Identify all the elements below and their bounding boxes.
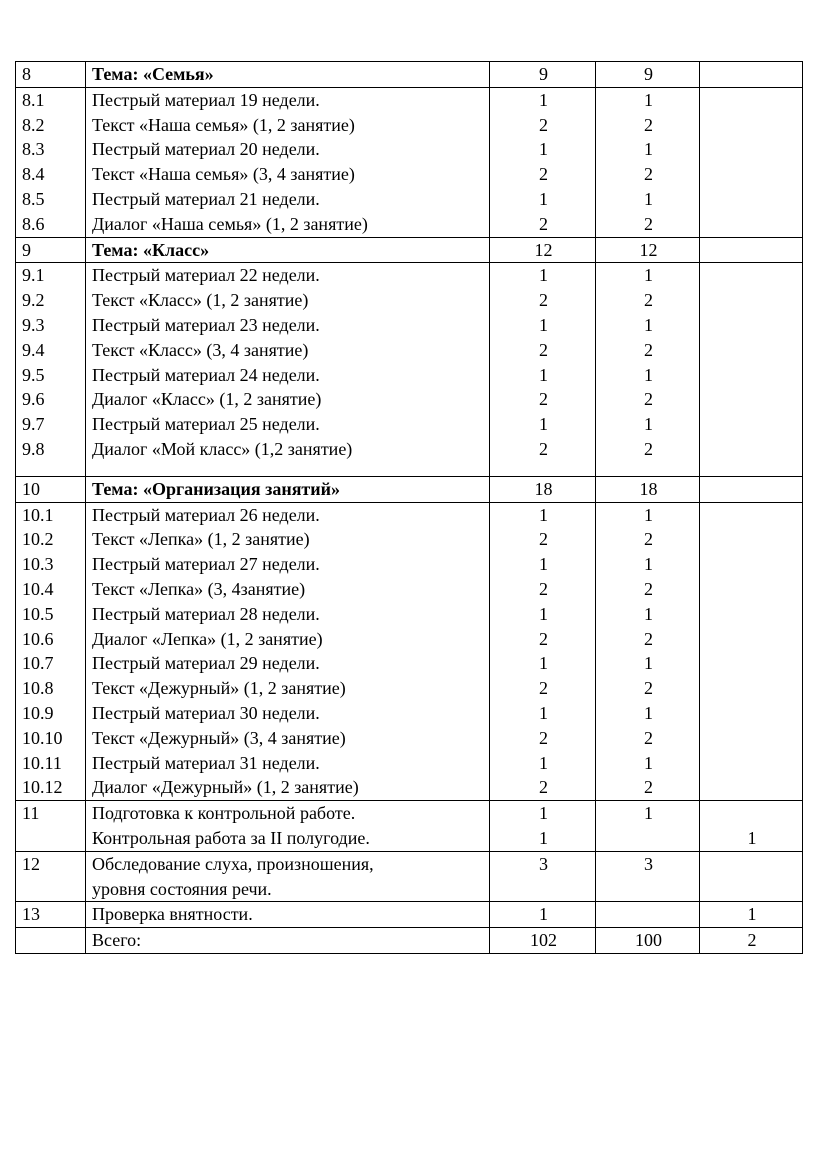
item-hours: 1	[539, 364, 548, 385]
item-number: 10.7	[22, 653, 54, 674]
item-number: 10.12	[22, 777, 63, 798]
item-hours: 1	[644, 603, 653, 624]
item-topics	[86, 502, 490, 801]
row-hours-total	[490, 851, 596, 902]
item-hours: 2	[539, 628, 548, 649]
item-topic: Пестрый материал 27 недели.	[92, 554, 320, 575]
item-topic: Текст «Класс» (1, 2 занятие)	[92, 290, 309, 311]
item-hours: 2	[644, 438, 653, 459]
item-topic: Текст «Наша семья» (1, 2 занятие)	[92, 114, 355, 135]
item-topic: Текст «Класс» (3, 4 занятие)	[92, 339, 309, 360]
row-hours-control: 2	[700, 928, 803, 954]
item-number: 8.4	[22, 164, 45, 185]
hours-total: 18	[490, 476, 596, 502]
row-topic: Всего:	[86, 928, 490, 954]
table-row	[16, 476, 803, 502]
item-hours: 1	[644, 653, 653, 674]
row-hours: 1	[644, 803, 653, 824]
row-topic: Обследование слуха, произношения,	[92, 853, 374, 874]
item-number: 9.8	[22, 438, 45, 459]
item-number: 10.2	[22, 529, 54, 550]
item-topic: Пестрый материал 28 недели.	[92, 603, 320, 624]
item-hours: 1	[539, 89, 548, 110]
item-numbers	[16, 263, 86, 476]
row-hours-control: 1	[700, 902, 803, 928]
item-topic: Пестрый материал 23 недели.	[92, 314, 320, 335]
hours-control	[700, 62, 803, 88]
curriculum-table	[15, 61, 803, 954]
item-hours: 1	[539, 414, 548, 435]
table-row	[16, 801, 803, 852]
table-row	[16, 87, 803, 237]
item-topic: Пестрый материал 29 недели.	[92, 653, 320, 674]
item-numbers	[16, 502, 86, 801]
item-topic: Диалог «Наша семья» (1, 2 занятие)	[92, 213, 368, 234]
item-hours: 2	[539, 727, 548, 748]
row-hours-control	[700, 801, 803, 852]
hours-total: 9	[490, 62, 596, 88]
item-number: 10.10	[22, 727, 63, 748]
item-hours: 2	[644, 339, 653, 360]
hours-theory: 18	[596, 476, 700, 502]
item-number: 9.4	[22, 339, 45, 360]
item-hours: 1	[539, 702, 548, 723]
item-hours: 2	[539, 114, 548, 135]
row-hours-total	[490, 801, 596, 852]
row-hours: 1	[539, 827, 548, 848]
item-number: 10.4	[22, 578, 54, 599]
hours-control	[700, 476, 803, 502]
section-title: Тема: «Класс»	[86, 237, 490, 263]
item-hours: 2	[644, 164, 653, 185]
item-hours: 2	[644, 628, 653, 649]
item-hours: 2	[539, 339, 548, 360]
item-hours: 1	[539, 314, 548, 335]
row-hours: 3	[644, 853, 653, 874]
item-topic: Пестрый материал 26 недели.	[92, 504, 320, 525]
item-hours: 2	[644, 578, 653, 599]
table-row	[16, 263, 803, 476]
row-number: 11	[16, 801, 86, 852]
item-topic: Пестрый материал 22 недели.	[92, 265, 320, 286]
item-hours-control	[700, 502, 803, 801]
item-hours: 2	[539, 290, 548, 311]
item-topics	[86, 263, 490, 476]
item-number: 10.6	[22, 628, 54, 649]
item-number: 9.3	[22, 314, 45, 335]
item-topic: Пестрый материал 30 недели.	[92, 702, 320, 723]
item-number: 8.6	[22, 213, 45, 234]
item-topic: Текст «Лепка» (1, 2 занятие)	[92, 529, 310, 550]
item-hours: 2	[644, 389, 653, 410]
table-row	[16, 928, 803, 954]
row-number	[16, 928, 86, 954]
item-topic: Диалог «Дежурный» (1, 2 занятие)	[92, 777, 359, 798]
item-hours: 1	[644, 504, 653, 525]
row-topic: уровня состояния речи.	[92, 878, 272, 899]
item-numbers	[16, 87, 86, 237]
item-hours: 2	[539, 389, 548, 410]
item-hours: 1	[539, 504, 548, 525]
hours-theory: 12	[596, 237, 700, 263]
hours-theory: 9	[596, 62, 700, 88]
item-number: 9.2	[22, 290, 45, 311]
row-hours-theory: 100	[596, 928, 700, 954]
item-hours: 2	[539, 438, 548, 459]
item-number: 9.1	[22, 265, 45, 286]
item-hours: 2	[539, 578, 548, 599]
item-number: 10.9	[22, 702, 54, 723]
hours-control	[700, 237, 803, 263]
item-hours: 2	[539, 777, 548, 798]
item-topic: Пестрый материал 20 недели.	[92, 139, 320, 160]
row-hours-total: 102	[490, 928, 596, 954]
item-number: 9.7	[22, 414, 45, 435]
item-hours: 2	[644, 529, 653, 550]
section-number: 10	[16, 476, 86, 502]
row-number: 13	[16, 902, 86, 928]
table-row	[16, 502, 803, 801]
row-hours-total: 1	[490, 902, 596, 928]
item-hours: 1	[539, 188, 548, 209]
item-hours: 2	[644, 213, 653, 234]
item-topic: Текст «Наша семья» (3, 4 занятие)	[92, 164, 355, 185]
section-number: 8	[16, 62, 86, 88]
row-hours-theory	[596, 801, 700, 852]
item-hours: 1	[644, 265, 653, 286]
section-title: Тема: «Семья»	[86, 62, 490, 88]
hours-total: 12	[490, 237, 596, 263]
item-hours: 1	[539, 265, 548, 286]
item-hours: 2	[539, 678, 548, 699]
item-number: 8.5	[22, 188, 45, 209]
item-topic: Пестрый материал 21 недели.	[92, 188, 320, 209]
item-number: 8.1	[22, 89, 45, 110]
item-number: 9.5	[22, 364, 45, 385]
item-hours: 2	[539, 164, 548, 185]
item-topic: Текст «Лепка» (3, 4занятие)	[92, 578, 306, 599]
row-topics	[86, 851, 490, 902]
item-hours: 1	[539, 603, 548, 624]
row-hours: 1	[747, 827, 757, 848]
item-number: 10.3	[22, 554, 54, 575]
item-hours: 1	[539, 139, 548, 160]
item-hours-theory	[596, 87, 700, 237]
item-topics	[86, 87, 490, 237]
table-row	[16, 851, 803, 902]
item-hours: 1	[644, 188, 653, 209]
item-number: 10.1	[22, 504, 54, 525]
item-topic: Диалог «Лепка» (1, 2 занятие)	[92, 628, 323, 649]
row-topic: Контрольная работа за II полугодие.	[92, 827, 370, 848]
item-number: 8.2	[22, 114, 45, 135]
item-hours: 1	[644, 364, 653, 385]
section-title: Тема: «Организация занятий»	[86, 476, 490, 502]
row-topics	[86, 801, 490, 852]
item-topic: Пестрый материал 31 недели.	[92, 752, 320, 773]
item-hours: 1	[539, 554, 548, 575]
item-hours-theory	[596, 502, 700, 801]
row-hours	[706, 852, 798, 877]
item-hours-total	[490, 502, 596, 801]
item-hours: 1	[644, 314, 653, 335]
row-topic: Проверка внятности.	[86, 902, 490, 928]
table-row	[16, 62, 803, 88]
row-hours: 3	[539, 853, 548, 874]
item-hours: 2	[644, 727, 653, 748]
row-hours-control	[700, 851, 803, 902]
table-row	[16, 237, 803, 263]
item-hours: 2	[539, 213, 548, 234]
item-number: 10.11	[22, 752, 62, 773]
item-hours: 1	[539, 752, 548, 773]
item-hours: 1	[644, 414, 653, 435]
row-hours: 1	[539, 803, 548, 824]
row-topic: Подготовка к контрольной работе.	[92, 803, 356, 824]
item-hours-total	[490, 263, 596, 476]
item-hours: 2	[539, 529, 548, 550]
table-body	[16, 62, 803, 954]
item-hours: 1	[539, 653, 548, 674]
section-number: 9	[16, 237, 86, 263]
item-number: 9.6	[22, 389, 45, 410]
item-topic: Текст «Дежурный» (3, 4 занятие)	[92, 727, 346, 748]
item-hours-total	[490, 87, 596, 237]
item-number: 8.3	[22, 139, 45, 160]
item-hours: 2	[644, 290, 653, 311]
table-row	[16, 902, 803, 928]
row-hours-theory	[596, 902, 700, 928]
item-topic: Пестрый материал 19 недели.	[92, 89, 320, 110]
item-number: 10.8	[22, 678, 54, 699]
item-hours: 1	[644, 139, 653, 160]
item-hours-control	[700, 263, 803, 476]
item-hours: 1	[644, 702, 653, 723]
item-topic: Пестрый материал 25 недели.	[92, 414, 320, 435]
row-hours-theory	[596, 851, 700, 902]
item-topic: Текст «Дежурный» (1, 2 занятие)	[92, 678, 346, 699]
item-hours: 1	[644, 752, 653, 773]
item-topic: Диалог «Класс» (1, 2 занятие)	[92, 389, 322, 410]
item-topic: Диалог «Мой класс» (1,2 занятие)	[92, 438, 353, 459]
item-hours: 2	[644, 114, 653, 135]
item-hours-theory	[596, 263, 700, 476]
item-hours: 1	[644, 89, 653, 110]
item-number: 10.5	[22, 603, 54, 624]
item-topic: Пестрый материал 24 недели.	[92, 364, 320, 385]
item-hours: 2	[644, 777, 653, 798]
row-number: 12	[16, 851, 86, 902]
item-hours: 2	[644, 678, 653, 699]
item-hours: 1	[644, 554, 653, 575]
item-hours-control	[700, 87, 803, 237]
